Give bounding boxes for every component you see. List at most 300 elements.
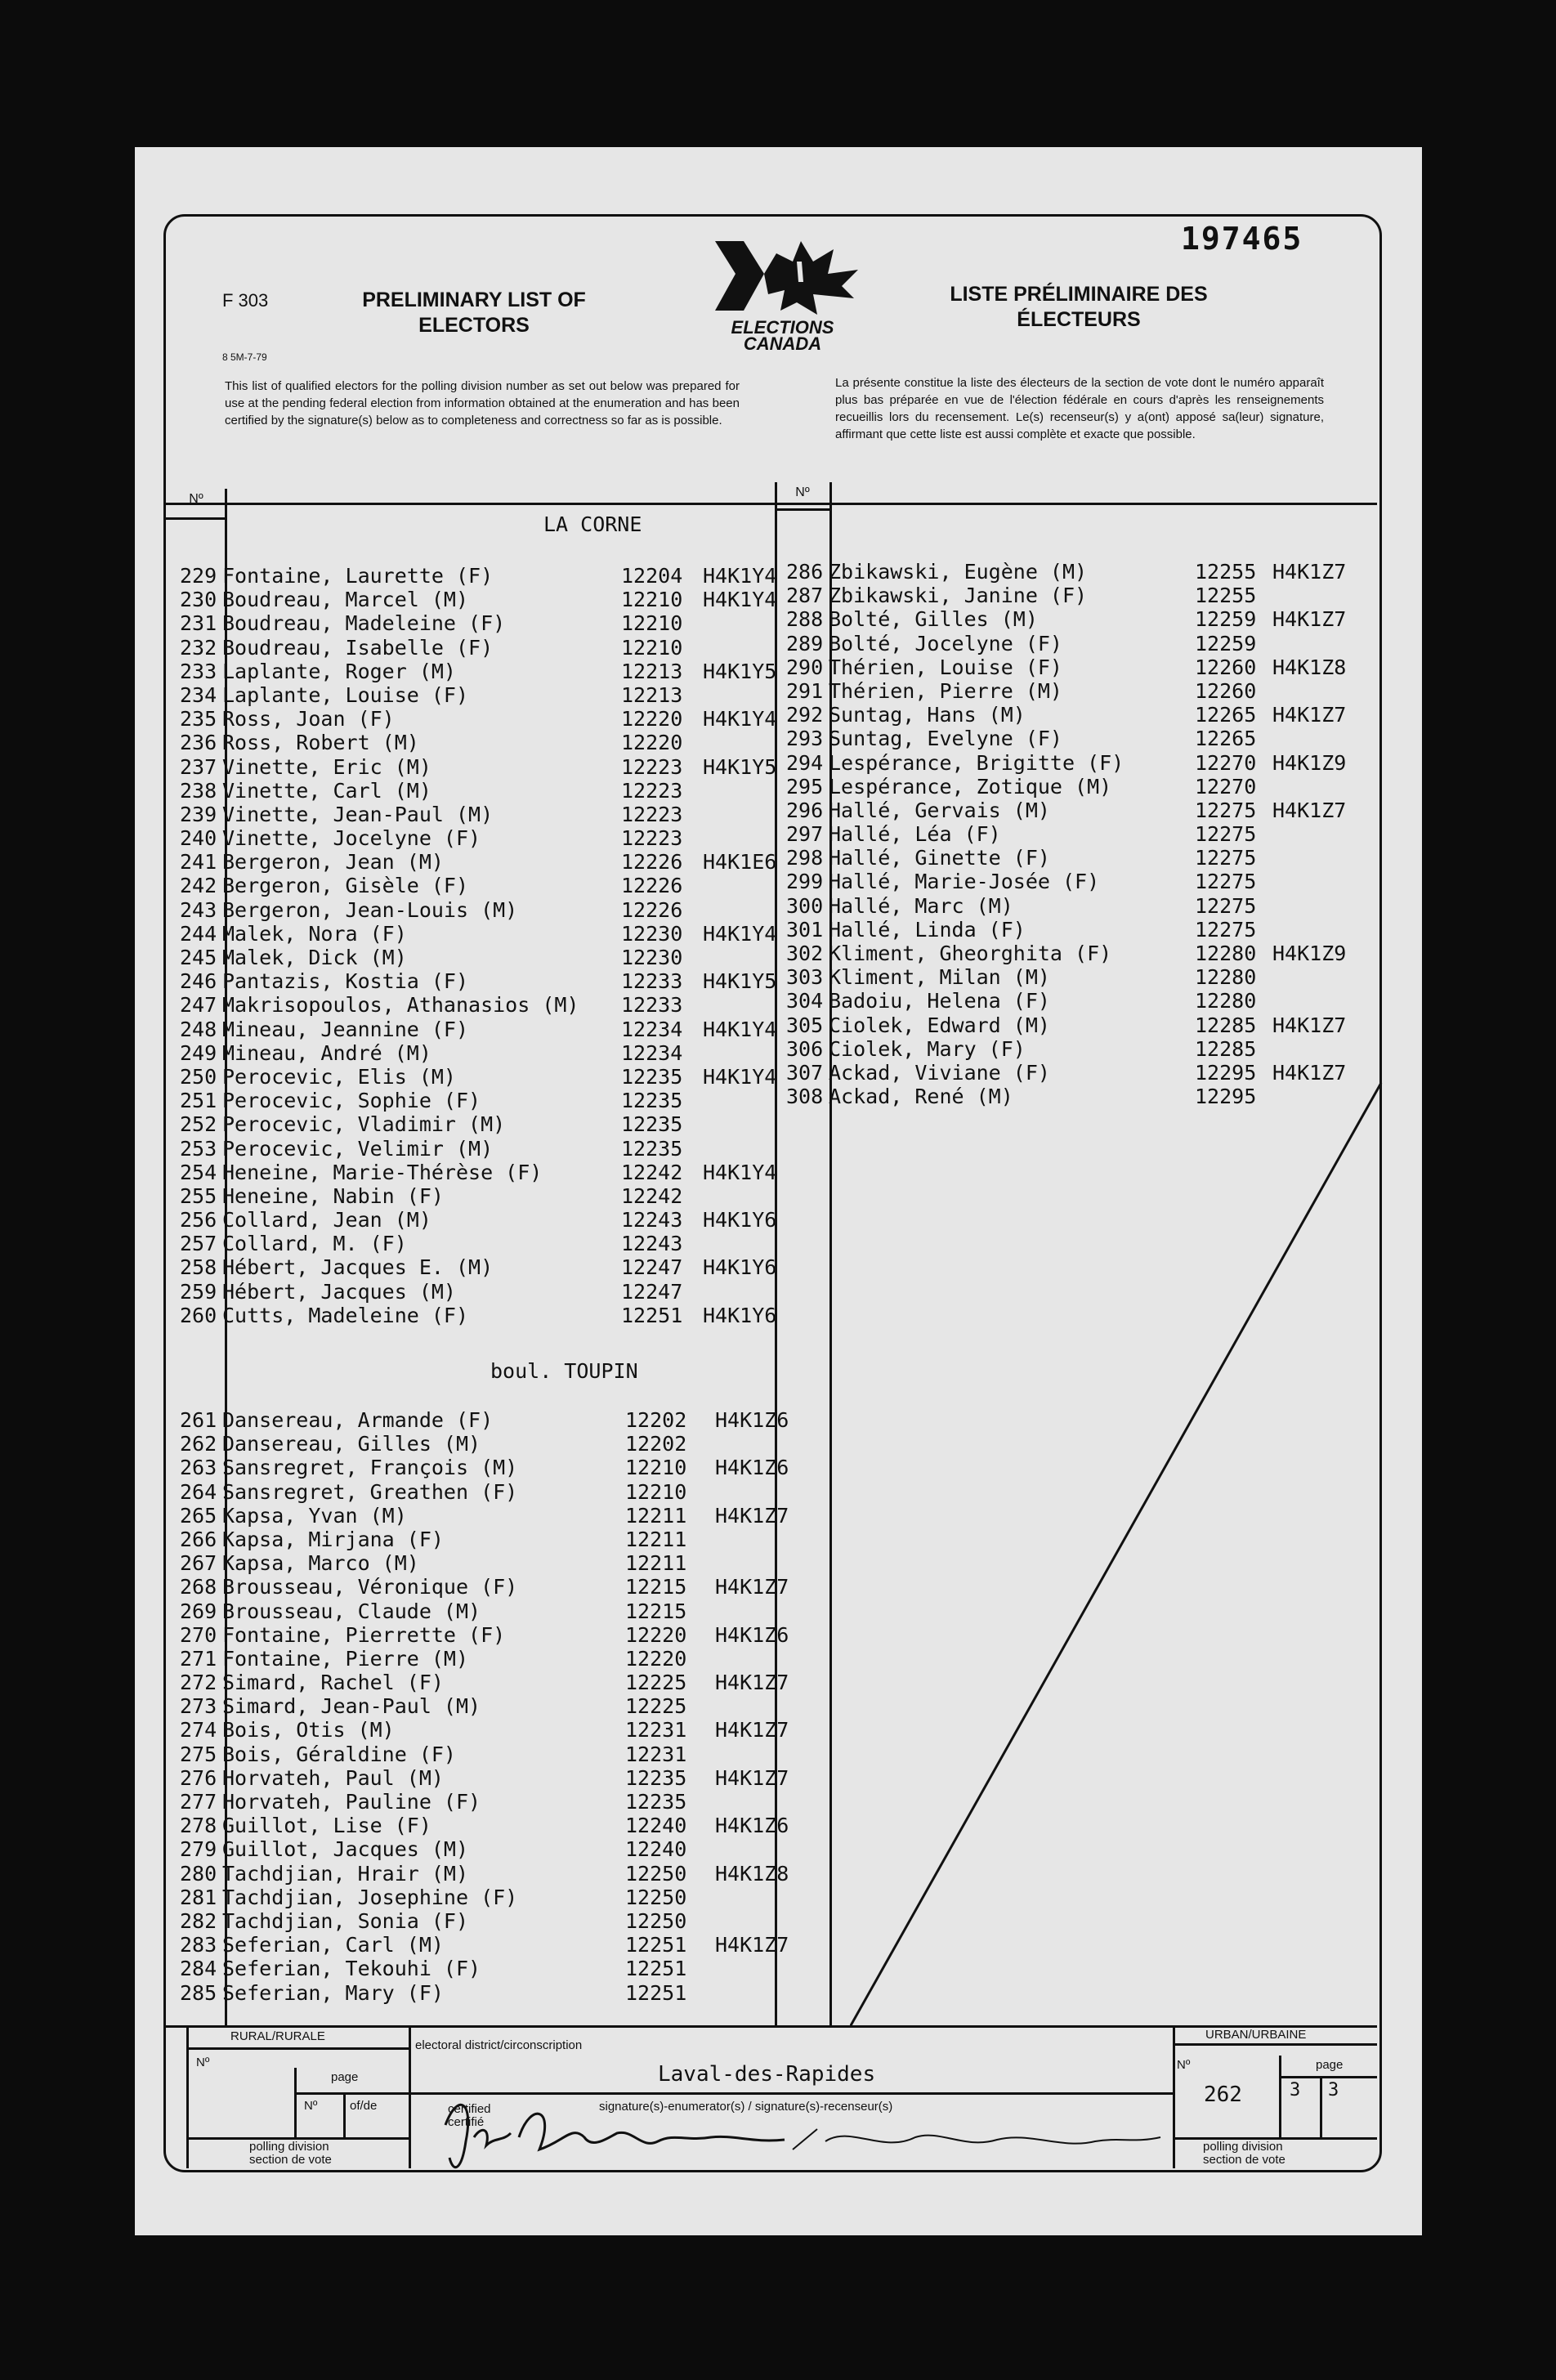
elector-row: [180, 1304, 785, 1327]
elector-postal-code: H4K1Y6: [703, 1303, 777, 1327]
elector-list-la-corne: [180, 564, 785, 1327]
elector-address: 12250: [625, 1861, 687, 1886]
elector-number: 262: [180, 1432, 217, 1456]
street-heading-la-corne: LA CORNE: [543, 512, 642, 536]
elector-postal-code: H4K1E6: [703, 850, 777, 875]
elector-row: [786, 965, 1375, 989]
elector-address: 12275: [1195, 822, 1257, 847]
elector-name: Collard, M. (F): [222, 1232, 407, 1256]
elector-row: [786, 799, 1375, 822]
elector-number: 274: [180, 1718, 217, 1742]
elector-row: [180, 1480, 785, 1504]
elector-number: 243: [180, 897, 217, 922]
urban-section-de-vote-label: section de vote: [1203, 2153, 1285, 2167]
elector-row: [786, 942, 1375, 965]
elector-row: [180, 1599, 785, 1623]
elector-number: 280: [180, 1861, 217, 1886]
elector-number: 290: [786, 655, 824, 679]
elector-name: Hallé, Marie-Josée (F): [829, 870, 1100, 894]
elector-address: 12204: [621, 564, 683, 588]
elector-postal-code: H4K1Z7: [1272, 560, 1347, 584]
elector-number: 292: [786, 703, 824, 727]
elector-row: [786, 679, 1375, 703]
elector-address: 12220: [621, 731, 683, 755]
elector-number: 286: [786, 560, 824, 584]
urban-polling-division-label: polling division: [1203, 2140, 1283, 2154]
elector-number: 303: [786, 965, 824, 990]
elector-number: 301: [786, 917, 824, 942]
elector-number: 248: [180, 1017, 217, 1041]
elector-name: Ross, Joan (F): [222, 707, 395, 731]
elector-address: 12210: [621, 635, 683, 660]
elector-postal-code: H4K1Y4: [703, 588, 777, 612]
elector-name: Perocevic, Vladimir (M): [222, 1112, 506, 1137]
elector-address: 12220: [621, 707, 683, 731]
elector-address: 12260: [1195, 655, 1257, 679]
elector-number: 295: [786, 774, 824, 799]
elector-name: Bergeron, Gisèle (F): [222, 874, 469, 898]
elector-number: 231: [180, 611, 217, 636]
elector-number: 289: [786, 631, 824, 655]
elector-number: 297: [786, 822, 824, 847]
elector-row: [786, 894, 1375, 918]
left-no-header-rule: [166, 517, 227, 520]
urban-page-of: 3: [1328, 2080, 1339, 2100]
elector-number: 266: [180, 1527, 217, 1551]
elector-address: 12251: [625, 1980, 687, 2005]
elector-postal-code: H4K1Z7: [1272, 798, 1347, 822]
elector-name: Dansereau, Armande (F): [222, 1408, 494, 1432]
elector-row: [180, 1065, 785, 1089]
elector-row: [180, 731, 785, 754]
elector-name: Boudreau, Isabelle (F): [222, 635, 494, 660]
elector-address: 12225: [625, 1694, 687, 1719]
elector-row: [180, 1575, 789, 1599]
urban-page-rule: [1279, 2076, 1377, 2078]
elector-name: Laplante, Roger (M): [222, 659, 456, 683]
elector-row: [180, 636, 785, 660]
elector-row: [180, 922, 785, 946]
elector-row: [180, 1089, 785, 1112]
elector-number: 233: [180, 659, 217, 683]
elector-number: 258: [180, 1255, 217, 1280]
elector-address: 12210: [625, 1456, 687, 1480]
intro-english: This list of qualified electors for the polling division number as set out below was prepared for use at the pending federal election from information obtained at the enumeration and has been certified by the signature(s) below as to completeness and correctness so far as is possible.: [225, 379, 740, 427]
elector-address: 12275: [1195, 917, 1257, 942]
elector-name: Heneine, Nabin (F): [222, 1183, 444, 1208]
elector-address: 12285: [1195, 1036, 1257, 1061]
elector-name: Seferian, Carl (M): [222, 1933, 444, 1957]
elector-address: 12242: [621, 1160, 683, 1184]
elector-number: 249: [180, 1040, 217, 1065]
elector-row: [180, 1886, 785, 1909]
elector-number: 250: [180, 1064, 217, 1089]
elector-number: 291: [786, 678, 824, 703]
elector-address: 12250: [625, 1908, 687, 1933]
elector-row: [786, 560, 1375, 584]
form-number: F 303: [222, 290, 269, 311]
signature-label: signature(s)-enumerator(s) / signature(s)-recenseur(s): [599, 2100, 893, 2114]
elector-address: 12202: [625, 1408, 687, 1432]
elector-address: 12210: [625, 1479, 687, 1504]
left-no-header: Nº: [189, 492, 203, 506]
elector-address: 12210: [621, 611, 683, 636]
elector-name: Kliment, Gheorghita (F): [829, 942, 1112, 965]
elector-number: 298: [786, 846, 824, 870]
elector-row: [786, 1013, 1375, 1037]
elector-address: 12215: [625, 1575, 687, 1599]
elector-address: 12215: [625, 1599, 687, 1623]
elector-row: [180, 564, 785, 588]
elector-row: [786, 989, 1375, 1013]
elector-row: [180, 898, 785, 922]
elector-row: [180, 1933, 789, 1957]
elector-address: 12280: [1195, 989, 1257, 1013]
elector-number: 272: [180, 1671, 217, 1695]
elector-address: 12235: [621, 1112, 683, 1137]
elector-address: 12265: [1195, 703, 1257, 727]
diagonal-cancel-line: [850, 1079, 1389, 2035]
elector-row: [180, 803, 785, 826]
elector-postal-code: H4K1Z7: [715, 1503, 789, 1528]
elector-row: [180, 611, 785, 635]
elector-row: [180, 1408, 789, 1432]
elector-address: 12202: [625, 1432, 687, 1456]
elector-name: Suntag, Evelyne (F): [829, 727, 1062, 751]
elector-name: Kapsa, Mirjana (F): [222, 1527, 444, 1551]
elector-address: 12247: [621, 1279, 683, 1304]
elector-number: 237: [180, 754, 217, 779]
elector-postal-code: H4K1Z7: [1272, 1013, 1347, 1037]
elector-postal-code: H4K1Y4: [703, 1017, 777, 1041]
elector-postal-code: H4K1Z7: [715, 1765, 789, 1790]
elector-list-right: [786, 560, 1375, 1108]
elector-address: 12280: [1195, 942, 1257, 965]
elector-number: 283: [180, 1933, 217, 1957]
district-label: electoral district/circonscription: [415, 2038, 583, 2052]
elector-row: [786, 870, 1375, 893]
elector-name: Hébert, Jacques (M): [222, 1279, 456, 1304]
elector-address: 12251: [625, 1933, 687, 1957]
right-no-header: Nº: [795, 485, 810, 499]
elector-name: Hallé, Léa (F): [829, 822, 1001, 847]
elector-name: Boudreau, Marcel (M): [222, 588, 469, 612]
elector-name: Hallé, Marc (M): [829, 893, 1013, 918]
certified-label: certified: [448, 2102, 491, 2116]
elector-address: 12275: [1195, 798, 1257, 822]
elector-row: [180, 1551, 785, 1575]
elector-number: 252: [180, 1112, 217, 1137]
elector-row: [180, 1861, 789, 1886]
urban-division-number: 262: [1204, 2082, 1242, 2107]
elector-address: 12230: [621, 921, 683, 946]
elector-postal-code: H4K1Z6: [715, 1456, 789, 1480]
elector-number: 235: [180, 707, 217, 731]
elector-number: 268: [180, 1575, 217, 1599]
elector-row: [786, 655, 1375, 679]
urban-page-divider: [1320, 2076, 1322, 2137]
elector-row: [180, 1112, 785, 1136]
elector-row: [786, 1037, 1375, 1061]
elector-row: [180, 1765, 789, 1790]
elector-number: 260: [180, 1303, 217, 1327]
elector-row: [180, 1161, 785, 1184]
elector-number: 254: [180, 1160, 217, 1184]
elector-postal-code: H4K1Y4: [703, 1160, 777, 1184]
elector-number: 271: [180, 1646, 217, 1671]
elector-address: 12255: [1195, 560, 1257, 584]
elector-number: 277: [180, 1790, 217, 1814]
elector-row: [180, 1432, 785, 1456]
elector-address: 12251: [621, 1303, 683, 1327]
elector-name: Suntag, Hans (M): [829, 703, 1026, 727]
elector-postal-code: H4K1Y4: [703, 921, 777, 946]
elector-address: 12231: [625, 1742, 687, 1766]
elector-row: [180, 1981, 785, 2005]
elector-name: Kliment, Milan (M): [829, 965, 1050, 990]
elector-number: 294: [786, 750, 824, 775]
right-no-header-rule: [775, 508, 832, 511]
elector-name: Fontaine, Pierrette (F): [222, 1622, 506, 1647]
elector-number: 304: [786, 989, 824, 1013]
elector-address: 12231: [625, 1718, 687, 1742]
elector-row: [786, 607, 1375, 631]
elector-number: 238: [180, 778, 217, 803]
elector-address: 12210: [621, 588, 683, 612]
elector-postal-code: H4K1Y4: [703, 1064, 777, 1089]
elector-name: Hallé, Linda (F): [829, 917, 1026, 942]
elector-name: Brousseau, Claude (M): [222, 1599, 481, 1623]
elector-postal-code: H4K1Z7: [715, 1671, 789, 1695]
elector-address: 12234: [621, 1040, 683, 1065]
elector-row: [180, 707, 785, 731]
rural-polling-division-label: polling division: [249, 2140, 329, 2154]
elector-number: 308: [786, 1085, 824, 1109]
elector-row: [786, 727, 1375, 750]
elector-row: [180, 755, 785, 779]
elector-name: Bergeron, Jean (M): [222, 850, 444, 875]
elector-address: 12295: [1195, 1085, 1257, 1109]
elector-number: 232: [180, 635, 217, 660]
elector-address: 12235: [621, 1064, 683, 1089]
footer-top-rule: [166, 2025, 1377, 2028]
elector-postal-code: H4K1Z6: [715, 1622, 789, 1647]
elector-address: 12223: [621, 754, 683, 779]
elector-name: Horvateh, Pauline (F): [222, 1790, 481, 1814]
elector-address: 12223: [621, 778, 683, 803]
elector-postal-code: H4K1Y4: [703, 564, 777, 588]
elector-name: Sansregret, François (M): [222, 1456, 518, 1480]
elector-row: [180, 1528, 785, 1551]
elector-name: Cutts, Madeleine (F): [222, 1303, 469, 1327]
elector-number: 282: [180, 1908, 217, 1933]
elector-number: 265: [180, 1503, 217, 1528]
elector-number: 288: [786, 607, 824, 632]
elector-number: 302: [786, 942, 824, 965]
elector-postal-code: H4K1Z8: [1272, 655, 1347, 679]
elector-address: 12275: [1195, 846, 1257, 870]
rural-no-label: Nº: [196, 2056, 210, 2069]
elector-address: 12233: [621, 969, 683, 994]
elector-list-toupin: [180, 1408, 789, 2005]
enumerator-signatures: [441, 2092, 1177, 2182]
elector-name: Kapsa, Yvan (M): [222, 1503, 407, 1528]
elector-row: [180, 1837, 785, 1861]
elector-row: [180, 1671, 789, 1695]
elector-number: 241: [180, 850, 217, 875]
elector-postal-code: H4K1Z6: [715, 1408, 789, 1432]
elector-row: [180, 946, 785, 969]
elector-name: Simard, Jean-Paul (M): [222, 1694, 481, 1719]
elector-name: Pantazis, Kostia (F): [222, 969, 469, 994]
elector-name: Tachdjian, Sonia (F): [222, 1908, 469, 1933]
elector-postal-code: H4K1Z7: [715, 1575, 789, 1599]
elector-address: 12226: [621, 897, 683, 922]
elector-address: 12259: [1195, 607, 1257, 632]
elector-number: 269: [180, 1599, 217, 1623]
elector-row: [180, 1280, 785, 1304]
elector-number: 230: [180, 588, 217, 612]
elector-name: Tachdjian, Hrair (M): [222, 1861, 469, 1886]
footer-rural-divider: [409, 2025, 411, 2168]
elector-name: Fontaine, Laurette (F): [222, 564, 494, 588]
elector-address: 12243: [621, 1208, 683, 1232]
elector-name: Badoiu, Helena (F): [829, 989, 1050, 1013]
title-french: LISTE PRÉLIMINAIRE DES ÉLECTEURS: [950, 283, 1208, 331]
elector-row: [786, 632, 1375, 655]
maple-leaf-x-icon: [699, 237, 866, 319]
elector-name: Horvateh, Paul (M): [222, 1765, 444, 1790]
elector-row: [180, 1456, 789, 1480]
elector-number: 276: [180, 1765, 217, 1790]
elector-number: 255: [180, 1183, 217, 1208]
elector-number: 264: [180, 1479, 217, 1504]
elector-number: 245: [180, 946, 217, 969]
elector-row: [786, 822, 1375, 846]
elector-name: Ross, Robert (M): [222, 731, 419, 755]
elector-postal-code: H4K1Y5: [703, 754, 777, 779]
elector-row: [180, 969, 785, 993]
elector-row: [180, 874, 785, 897]
elector-postal-code: H4K1Z7: [1272, 703, 1347, 727]
elector-row: [786, 584, 1375, 607]
elector-name: Mineau, Jeannine (F): [222, 1017, 469, 1041]
elector-number: 244: [180, 921, 217, 946]
elector-postal-code: H4K1Y4: [703, 707, 777, 731]
elector-postal-code: H4K1Y6: [703, 1255, 777, 1280]
elector-row: [786, 703, 1375, 727]
elector-row: [180, 1018, 785, 1041]
elector-name: Guillot, Jacques (M): [222, 1837, 469, 1862]
elector-name: Malek, Nora (F): [222, 921, 407, 946]
elector-number: 287: [786, 584, 824, 608]
elections-canada-logo: [699, 237, 866, 360]
elector-row: [180, 779, 785, 803]
elector-address: 12260: [1195, 678, 1257, 703]
elector-name: Makrisopoulos, Athanasios (M): [222, 993, 579, 1018]
elector-row: [180, 588, 785, 611]
elector-row: [180, 1694, 785, 1718]
rural-page-label: page: [331, 2070, 359, 2084]
elector-postal-code: H4K1Z9: [1272, 942, 1347, 965]
elector-number: 273: [180, 1694, 217, 1719]
elector-name: Lespérance, Brigitte (F): [829, 750, 1125, 775]
elector-address: 12225: [625, 1671, 687, 1695]
elector-name: Sansregret, Greathen (F): [222, 1479, 518, 1504]
elector-name: Guillot, Lise (F): [222, 1814, 431, 1838]
elector-row: [786, 751, 1375, 775]
elector-address: 12285: [1195, 1013, 1257, 1037]
elector-name: Hallé, Gervais (M): [829, 798, 1050, 822]
elector-name: Hallé, Ginette (F): [829, 846, 1050, 870]
table-top-rule: [166, 503, 1377, 505]
elector-postal-code: H4K1Z6: [715, 1814, 789, 1838]
elector-name: Lespérance, Zotique (M): [829, 774, 1112, 799]
elector-address: 12211: [625, 1551, 687, 1576]
form-date: 8 5M-7-79: [222, 351, 267, 363]
elector-row: [180, 1790, 785, 1814]
elector-address: 12240: [625, 1814, 687, 1838]
elector-name: Bolté, Jocelyne (F): [829, 631, 1062, 655]
elector-row: [180, 1503, 789, 1528]
elector-number: 234: [180, 682, 217, 707]
elector-address: 12275: [1195, 893, 1257, 918]
elector-number: 270: [180, 1622, 217, 1647]
elector-name: Collard, Jean (M): [222, 1208, 431, 1232]
elector-number: 247: [180, 993, 217, 1018]
elector-number: 275: [180, 1742, 217, 1766]
logo-text-elections: ELECTIONS: [731, 317, 834, 338]
elector-name: Simard, Rachel (F): [222, 1671, 444, 1695]
elector-address: 12213: [621, 682, 683, 707]
elector-name: Heneine, Marie-Thérèse (F): [222, 1160, 543, 1184]
elector-row: [180, 1814, 789, 1838]
elector-postal-code: H4K1Z7: [715, 1933, 789, 1957]
rural-label: RURAL/RURALE: [230, 2029, 325, 2043]
elector-name: Ackad, René (M): [829, 1085, 1013, 1109]
elector-number: 284: [180, 1957, 217, 1981]
elector-postal-code: H4K1Z8: [715, 1861, 789, 1886]
elector-row: [180, 1622, 789, 1647]
elector-address: 12211: [625, 1503, 687, 1528]
elector-row: [180, 1742, 785, 1766]
urban-page-label: page: [1316, 2058, 1344, 2072]
elector-address: 12233: [621, 993, 683, 1018]
elector-name: Dansereau, Gilles (M): [222, 1432, 481, 1456]
urban-no-label: Nº: [1177, 2058, 1191, 2072]
rural-page-rule: [294, 2092, 409, 2095]
elector-name: Thérien, Pierre (M): [829, 678, 1062, 703]
elector-number: 281: [180, 1885, 217, 1909]
elector-number: 279: [180, 1837, 217, 1862]
elector-number: 240: [180, 826, 217, 851]
elector-name: Bergeron, Jean-Louis (M): [222, 897, 518, 922]
elector-name: Boudreau, Madeleine (F): [222, 611, 506, 636]
elector-postal-code: H4K1Z7: [1272, 1060, 1347, 1085]
elector-number: 306: [786, 1036, 824, 1061]
elector-row: [180, 1909, 785, 1933]
elector-postal-code: H4K1Y5: [703, 969, 777, 994]
elector-number: 299: [786, 870, 824, 894]
elector-number: 259: [180, 1279, 217, 1304]
elector-name: Perocevic, Velimir (M): [222, 1136, 494, 1161]
elector-address: 12295: [1195, 1060, 1257, 1085]
elector-name: Tachdjian, Josephine (F): [222, 1885, 518, 1909]
elector-row: [180, 1137, 785, 1161]
elector-address: 12270: [1195, 750, 1257, 775]
elector-name: Mineau, André (M): [222, 1040, 431, 1065]
elector-address: 12251: [625, 1957, 687, 1981]
